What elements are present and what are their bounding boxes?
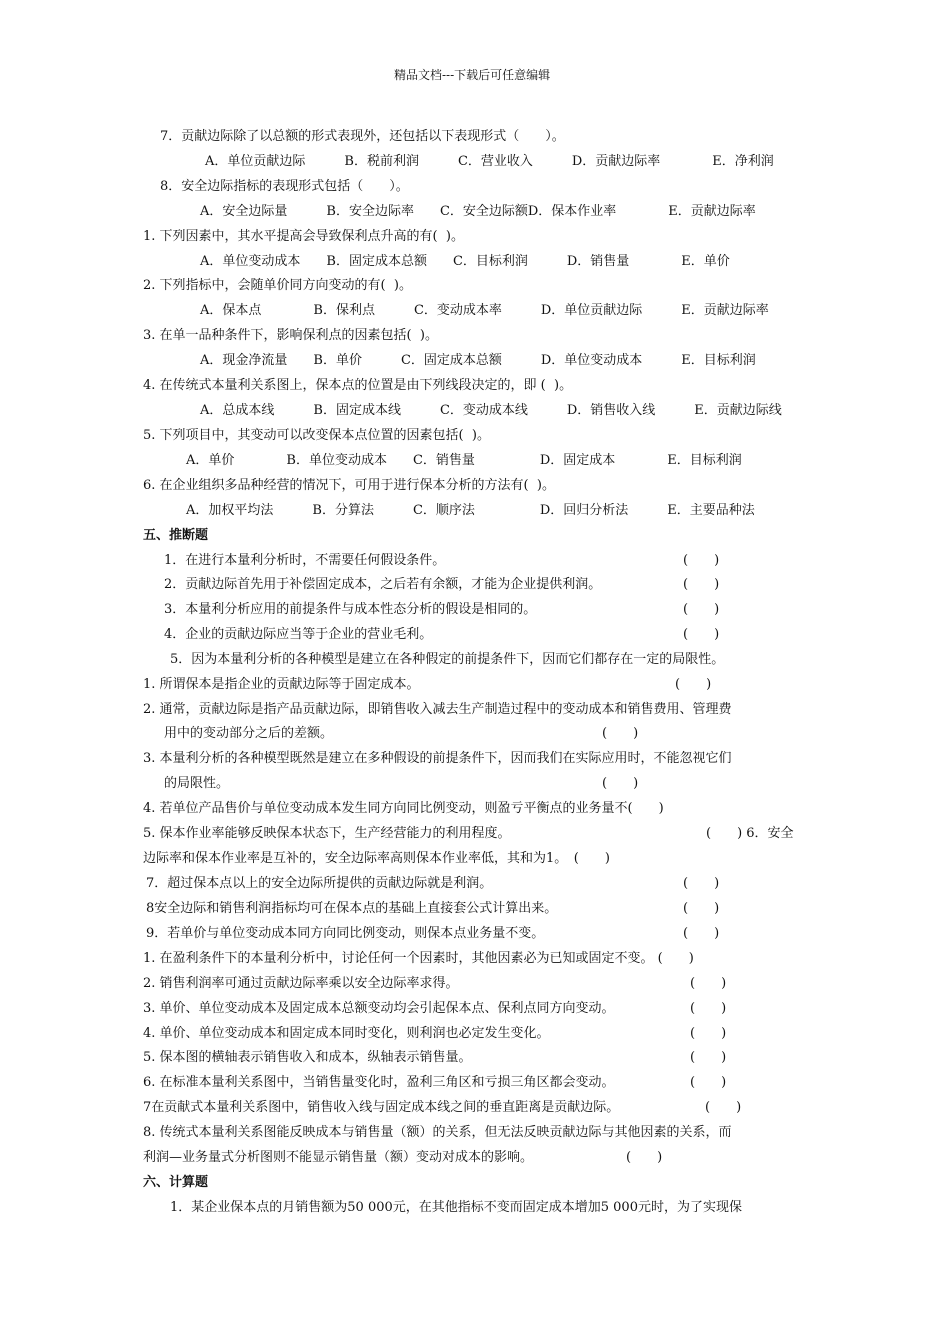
answer-blank: ( ): [683, 602, 720, 617]
option-line: A．现金净流量 B．单价 C．固定成本总额 D．单位变动成本 E．目标利润: [200, 353, 756, 368]
question-line: 4. 在传统式本量利关系图上，保本点的位置是由下列线段决定的，即 ( )。: [143, 378, 573, 393]
judgment-item: 7．超过保本点以上的安全边际所提供的贡献边际就是利润。: [146, 876, 493, 891]
judgment-item: 5．因为本量利分析的各种模型是建立在各种假定的前提条件下，因而它们都存在一定的局限性。: [170, 652, 725, 667]
answer-blank: ( ): [626, 1150, 663, 1165]
option-line: A．加权平均法 B．分算法 C．顺序法 D．回归分析法 E．主要品种法: [186, 503, 755, 518]
judgment-item: 8安全边际和销售利润指标均可在保本点的基础上直接套公式计算出来。: [146, 901, 558, 916]
judgment-item: 3．本量利分析应用的前提条件与成本性态分析的假设是相同的。: [164, 602, 537, 617]
answer-blank: ( ): [690, 1075, 727, 1090]
answer-blank: ( ): [602, 776, 639, 791]
judgment-item: 4. 若单位产品售价与单位变动成本发生同方向同比例变动，则盈亏平衡点的业务量不( ): [143, 801, 664, 816]
judgment-item-cont: 用中的变动部分之后的差额。: [164, 726, 334, 741]
answer-blank: ( ): [683, 627, 720, 642]
option-line: A．单位变动成本 B．固定成本总额 C．目标利润 D．销售量 E．单价: [200, 254, 730, 269]
option-line: A．单价 B．单位变动成本 C．销售量 D．固定成本 E．目标利润: [186, 453, 742, 468]
question-line: 5. 下列项目中，其变动可以改变保本点位置的因素包括( )。: [143, 428, 490, 443]
answer-blank: ( ): [602, 726, 639, 741]
judgment-item: 9．若单价与单位变动成本同方向同比例变动，则保本点业务量不变。: [146, 926, 545, 941]
judgment-item-cont: 边际率和保本作业率是互补的，安全边际率高则保本作业率低，其和为1。 ( ): [143, 851, 610, 866]
judgment-item: 2. 通常，贡献边际是指产品贡献边际，即销售收入减去生产制造过程中的变动成本和销售费用、管理费: [143, 702, 732, 717]
option-line: A．保本点 B．保利点 C．变动成本率 D．单位贡献边际 E．贡献边际率: [200, 303, 769, 318]
option-line: A．总成本线 B．固定成本线 C．变动成本线 D．销售收入线 E．贡献边际线: [200, 403, 782, 418]
judgment-item: 4．企业的贡献边际应当等于企业的营业毛利。: [164, 627, 433, 642]
answer-blank: ( ): [675, 677, 712, 692]
judgment-item: 7在贡献式本量利关系图中，销售收入线与固定成本线之间的垂直距离是贡献边际。: [143, 1100, 620, 1115]
judgment-item-cont: 利润—业务量式分析图则不能显示销售量（额）变动对成本的影响。: [143, 1150, 534, 1165]
answer-blank: ( ): [683, 876, 720, 891]
question-line: 7．贡献边际除了以总额的形式表现外，还包括以下表现形式（ ）。: [160, 129, 565, 144]
judgment-item: 5. 保本图的横轴表示销售收入和成本，纵轴表示销售量。: [143, 1050, 472, 1065]
judgment-item: 1. 在盈利条件下的本量利分析中，讨论任何一个因素时，其他因素必为已知或固定不变。 ( ): [143, 951, 694, 966]
page-header: 精品文档---下载后可任意编辑: [394, 68, 551, 82]
answer-blank: ( ): [690, 1026, 727, 1041]
answer-blank: ( ) 6．安全: [706, 826, 794, 841]
answer-blank: ( ): [705, 1100, 742, 1115]
judgment-item: 4. 单价、单位变动成本和固定成本同时变化，则利润也必定发生变化。: [143, 1026, 550, 1041]
answer-blank: ( ): [690, 1050, 727, 1065]
section-heading: 六、计算题: [143, 1175, 209, 1190]
judgment-item: 3. 单价、单位变动成本及固定成本总额变动均会引起保本点、保利点同方向变动。: [143, 1001, 615, 1016]
judgment-item: 2．贡献边际首先用于补偿固定成本，之后若有余额，才能为企业提供利润。: [164, 577, 602, 592]
answer-blank: ( ): [683, 926, 720, 941]
answer-blank: ( ): [690, 1001, 727, 1016]
section-heading: 五、推断题: [143, 528, 209, 543]
answer-blank: ( ): [690, 976, 727, 991]
option-line: A．单位贡献边际 B．税前利润 C．营业收入 D．贡献边际率 E．净利润: [205, 154, 774, 169]
judgment-item: 5. 保本作业率能够反映保本状态下，生产经营能力的利用程度。: [143, 826, 511, 841]
question-line: 3. 在单一品种条件下，影响保利点的因素包括( )。: [143, 328, 438, 343]
judgment-item: 3. 本量利分析的各种模型既然是建立在多种假设的前提条件下，因而我们在实际应用时，不能忽视它们: [143, 751, 732, 766]
answer-blank: ( ): [683, 553, 720, 568]
judgment-item-cont: 的局限性。: [164, 776, 230, 791]
judgment-item: 2. 销售利润率可通过贡献边际率乘以安全边际率求得。: [143, 976, 459, 991]
answer-blank: ( ): [683, 901, 720, 916]
question-line: 1. 下列因素中，其水平提高会导致保利点升高的有( )。: [143, 229, 464, 244]
judgment-item: 8. 传统式本量利关系图能反映成本与销售量（额）的关系，但无法反映贡献边际与其他因素的关系，而: [143, 1125, 732, 1140]
question-line: 8．安全边际指标的表现形式包括（ ）。: [160, 179, 409, 194]
judgment-item: 6. 在标准本量利关系图中，当销售量变化时，盈利三角区和亏损三角区都会变动。: [143, 1075, 615, 1090]
option-line: A．安全边际量 B．安全边际率 C．安全边际额D．保本作业率 E．贡献边际率: [200, 204, 756, 219]
question-line: 2. 下列指标中，会随单价同方向变动的有( )。: [143, 278, 412, 293]
judgment-item: 1．在进行本量利分析时，不需要任何假设条件。: [164, 553, 446, 568]
answer-blank: ( ): [683, 577, 720, 592]
question-line: 6. 在企业组织多品种经营的情况下，可用于进行保本分析的方法有( )。: [143, 478, 555, 493]
judgment-item: 1. 所谓保本是指企业的贡献边际等于固定成本。: [143, 677, 420, 692]
calc-question: 1．某企业保本点的月销售额为50 000元，在其他指标不变而固定成本增加5 000元时，为了实现保: [170, 1200, 742, 1215]
